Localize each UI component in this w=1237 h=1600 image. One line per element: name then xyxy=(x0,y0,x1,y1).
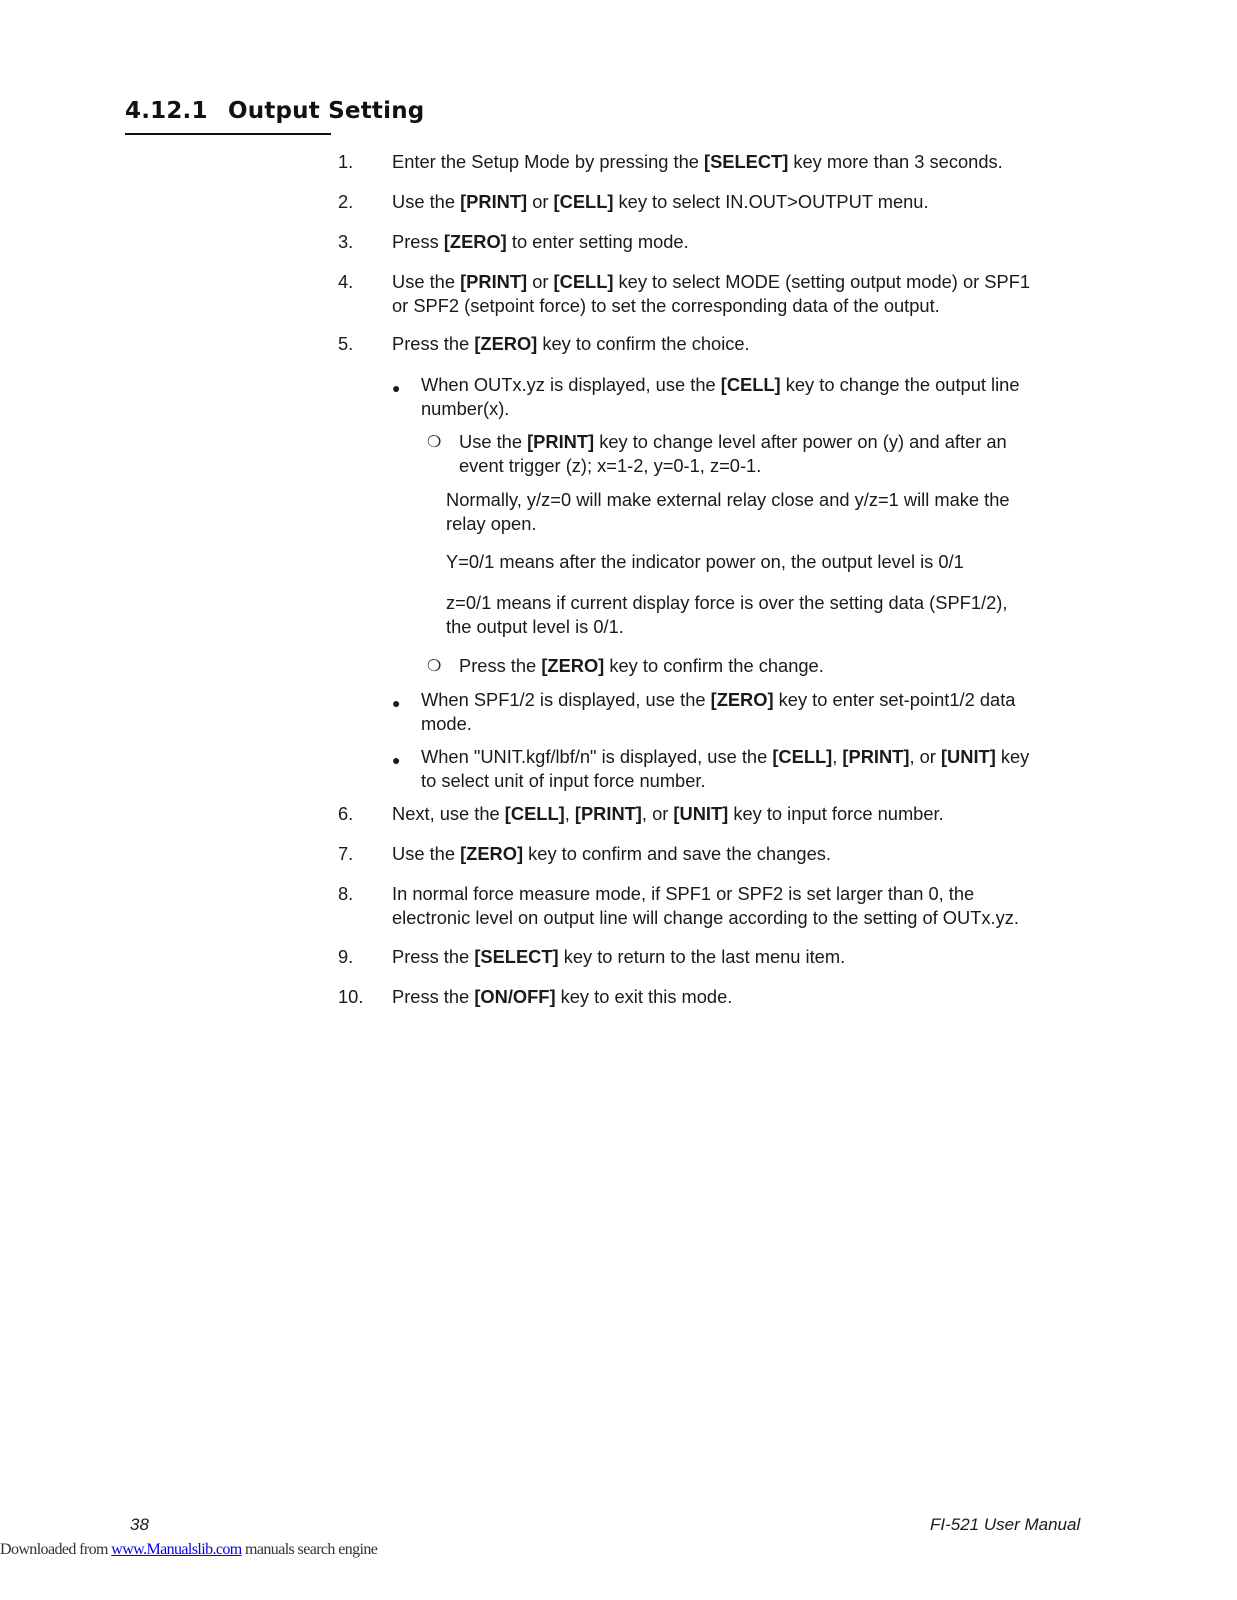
bullet-text-line xyxy=(421,745,1029,769)
download-notice xyxy=(0,1541,377,1559)
step-text-line xyxy=(392,985,732,1009)
key-name: [CELL] xyxy=(772,746,833,767)
step-number: 4. xyxy=(338,271,354,292)
text-segment: number(x). xyxy=(421,398,510,419)
key-name: [ZERO] xyxy=(443,231,507,252)
text-segment: Use the xyxy=(392,843,461,864)
text-segment: key to input force number. xyxy=(728,803,944,824)
sub-bullet-text-line xyxy=(459,430,1007,454)
bullet-icon: ● xyxy=(392,380,401,396)
page-number: 38 xyxy=(130,1515,149,1534)
key-name: [ZERO] xyxy=(710,689,774,710)
step-number: 10. xyxy=(338,986,364,1007)
section-heading xyxy=(125,98,425,135)
step-number: 9. xyxy=(338,946,354,967)
key-name: [PRINT] xyxy=(460,191,528,212)
key-name: [SELECT] xyxy=(474,946,559,967)
key-name: [UNIT] xyxy=(940,746,996,767)
key-name: [ON/OFF] xyxy=(474,986,556,1007)
text-segment: , xyxy=(564,803,575,824)
text-segment: Use the xyxy=(392,191,461,212)
sub-bullet-icon: ❍ xyxy=(427,434,442,451)
text-segment: Enter the Setup Mode by pressing the xyxy=(392,151,704,172)
bullet-text-line xyxy=(421,688,1015,712)
note-text-line xyxy=(446,615,624,639)
section-title: Output Setting xyxy=(228,98,425,124)
text-segment: to enter setting mode. xyxy=(506,231,689,252)
text-segment: or SPF2 (setpoint force) to set the corresponding data of the output. xyxy=(392,295,940,316)
text-segment: relay open. xyxy=(446,513,537,534)
text-segment: key to exit this mode. xyxy=(555,986,733,1007)
text-segment: , or xyxy=(641,803,674,824)
text-segment: the output level is 0/1. xyxy=(446,616,624,637)
text-segment: key to confirm and save the changes. xyxy=(523,843,831,864)
note-text-line xyxy=(446,591,1007,615)
text-segment: Press the xyxy=(392,946,475,967)
text-segment: When SPF1/2 is displayed, use the xyxy=(421,689,711,710)
step-number: 8. xyxy=(338,883,354,904)
text-segment: key to select IN.OUT>OUTPUT menu. xyxy=(613,191,929,212)
text-segment: key to confirm the change. xyxy=(604,655,824,676)
key-name: [CELL] xyxy=(553,271,614,292)
bullet-text-line xyxy=(421,769,706,793)
key-name: [SELECT] xyxy=(704,151,789,172)
text-segment: electronic level on output line will change according to the setting of OUTx.yz. xyxy=(392,907,1019,928)
sub-bullet-text-line xyxy=(459,454,761,478)
text-segment: or xyxy=(527,191,554,212)
text-segment: Next, use the xyxy=(392,803,505,824)
bullet-icon: ● xyxy=(392,752,401,768)
text-segment: mode. xyxy=(421,713,472,734)
text-segment: event trigger (z); x=1-2, y=0-1, z=0-1. xyxy=(459,455,762,476)
text-segment: key to enter set-point1/2 data xyxy=(773,689,1016,710)
key-name: [ZERO] xyxy=(460,843,524,864)
text-segment: Normally, y/z=0 will make external relay close and y/z=1 will make the xyxy=(446,489,1010,510)
text-segment: key to change the output line xyxy=(780,374,1020,395)
step-number: 6. xyxy=(338,803,354,824)
key-name: [PRINT] xyxy=(460,271,528,292)
note-text-line xyxy=(446,512,536,536)
bullet-icon: ● xyxy=(392,695,401,711)
step-text-line xyxy=(392,882,974,906)
text-segment: to select unit of input force number. xyxy=(421,770,706,791)
step-text-line xyxy=(392,906,1019,930)
text-segment: When "UNIT.kgf/lbf/n" is displayed, use the xyxy=(421,746,773,767)
step-text-line xyxy=(392,802,944,826)
step-text-line xyxy=(392,294,940,318)
text-segment: Use the xyxy=(392,271,461,292)
key-name: [PRINT] xyxy=(842,746,910,767)
bullet-text-line xyxy=(421,712,472,736)
key-name: [UNIT] xyxy=(673,803,729,824)
text-segment: Press the xyxy=(459,655,542,676)
step-number: 7. xyxy=(338,843,354,864)
text-segment: or xyxy=(527,271,554,292)
bullet-text-line xyxy=(421,373,1019,397)
text-segment: key to confirm the choice. xyxy=(537,333,750,354)
note-text-line xyxy=(446,550,964,574)
text-segment: key to return to the last menu item. xyxy=(558,946,846,967)
key-name: [CELL] xyxy=(504,803,565,824)
text-segment: Use the xyxy=(459,431,528,452)
text-segment: key to select MODE (setting output mode) or SPF1 xyxy=(613,271,1031,292)
key-name: [ZERO] xyxy=(474,333,538,354)
text-segment: key to change level after power on (y) and after an xyxy=(594,431,1007,452)
step-number: 3. xyxy=(338,231,354,252)
step-number: 2. xyxy=(338,191,354,212)
text-segment: Press the xyxy=(392,986,475,1007)
step-number: 5. xyxy=(338,333,354,354)
text-segment: z=0/1 means if current display force is over the setting data (SPF1/2), xyxy=(446,592,1008,613)
key-name: [ZERO] xyxy=(541,655,605,676)
text-segment: key more than 3 seconds. xyxy=(788,151,1003,172)
manual-title: FI-521 User Manual xyxy=(930,1515,1081,1534)
bullet-text-line xyxy=(421,397,509,421)
text-segment: Y=0/1 means after the indicator power on, the output level is 0/1 xyxy=(446,551,964,572)
text-segment: When OUTx.yz is displayed, use the xyxy=(421,374,721,395)
note-text-line xyxy=(446,488,1010,512)
text-segment: In normal force measure mode, if SPF1 or SPF2 is set larger than 0, the xyxy=(392,883,975,904)
step-text-line xyxy=(392,842,831,866)
section-number: 4.12.1 xyxy=(125,98,208,124)
key-name: [CELL] xyxy=(720,374,781,395)
step-number: 1. xyxy=(338,151,354,172)
sub-bullet-icon: ❍ xyxy=(427,658,442,675)
step-text-line xyxy=(392,190,929,214)
key-name: [PRINT] xyxy=(574,803,642,824)
step-text-line xyxy=(392,150,1003,174)
step-text-line xyxy=(392,230,689,254)
manualslib-link[interactable]: www.Manualslib.com xyxy=(111,1541,242,1558)
download-prefix: Downloaded from xyxy=(0,1541,112,1558)
key-name: [CELL] xyxy=(553,191,614,212)
text-segment: key xyxy=(995,746,1030,767)
text-segment: Press xyxy=(392,231,444,252)
step-text-line xyxy=(392,270,1030,294)
download-suffix: manuals search engine xyxy=(241,1541,378,1558)
step-text-line xyxy=(392,332,750,356)
key-name: [PRINT] xyxy=(527,431,595,452)
text-segment: Press the xyxy=(392,333,475,354)
sub-bullet-text-line xyxy=(459,654,824,678)
text-segment: , or xyxy=(909,746,941,767)
text-segment: , xyxy=(832,746,843,767)
step-text-line xyxy=(392,945,845,969)
